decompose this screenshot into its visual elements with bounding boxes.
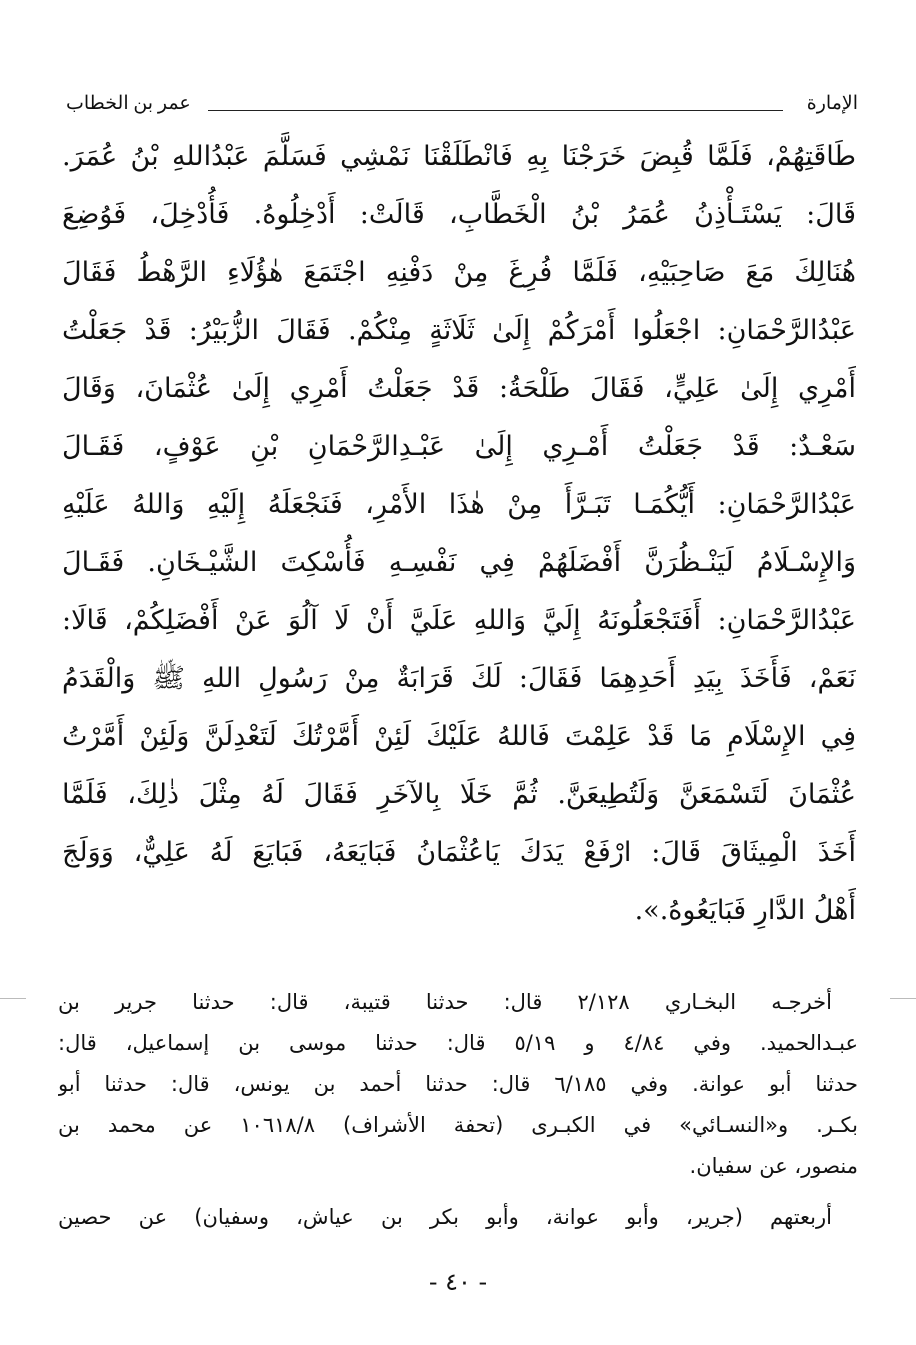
text-line: عَبْدُالرَّحْمَانِ: أَفَتَجْعَلُونَهُ إِلَيَّ وَاللهِ عَلَيَّ أَنْ لَا آلُوَ عَنْ أَفْضَلِكُمْ، قَالَا: [62, 605, 856, 636]
chapter-title: الإمارة [806, 93, 858, 114]
footnote-line: عبـدالحميد. وفي ٤/٨٤ و ٥/١٩ قال: حدثنا موسى بن إسماعيل، قال: [58, 1031, 858, 1055]
running-header [58, 92, 858, 122]
header-rule [208, 110, 783, 111]
text-line: قَالَ: يَسْتَـأْذِنُ عُمَرُ بْنُ الْخَطَّابِ، قَالَتْ: أَدْخِلُوهُ. فَأُدْخِلَ، فَوُضِعَ [62, 199, 856, 230]
text-line: عَبْدُالرَّحْمَانِ: اجْعَلُوا أَمْرَكُمْ إِلَىٰ ثَلَاثَةٍ مِنْكُمْ. فَقَالَ الزُّبَيْرُ: قَدْ جَعَلْتُ [62, 315, 856, 346]
text-line: وَالإِسْـلَامُ لَيَنْـظُرَنَّ أَفْضَلَهُمْ فِي نَفْسِـهِ فَأُسْكِتَ الشَّيْـخَانِ. فَقَـالَ [62, 547, 856, 578]
text-line: أَمْرِي إِلَىٰ عَلِيٍّ، فَقَالَ طَلْحَةُ: قَدْ جَعَلْتُ أَمْرِي إِلَىٰ عُثْمَانَ، وَقَالَ [62, 373, 856, 404]
footnote-line: بكـر. و«النسـائي» في الكبـرى (تحفة الأشراف) ١٠٦١٨/٨ عن محمد بن [58, 1113, 858, 1137]
text-line: سَعْـدٌ: قَدْ جَعَلْتُ أَمْـرِي إِلَىٰ عَبْـدِالرَّحْمَانِ بْنِ عَوْفٍ، فَقَـالَ [62, 431, 856, 462]
footnote-line: أخرجـه البخـاري ٢/١٢٨ قال: حدثنا قتيبة، قال: حدثنا جرير بن [58, 990, 832, 1014]
footnote-line: منصور، عن سفيان. [689, 1154, 858, 1178]
text-line: نَعَمْ، فَأَخَذَ بِيَدِ أَحَدِهِمَا فَقَالَ: لَكَ قَرَابَةٌ مِنْ رَسُولِ اللهِ ﷺ وَالْقَدَمُ [62, 663, 856, 694]
text-line: عَبْدُالرَّحْمَانِ: أَيُّكُمَـا تَبَـرَّأَ مِنْ هٰذَا الأَمْرِ، فَنَجْعَلَهُ إِلَيْهِ وَاللهُ عَلَيْهِ [62, 489, 856, 520]
margin-mark [0, 998, 26, 999]
text-line: فِي الإِسْلَامِ مَا قَدْ عَلِمْتَ فَاللهُ عَلَيْكَ لَئِنْ أَمَّرْتُكَ لَتَعْدِلَنَّ وَلَئِنْ أَمَّرْتُ [62, 721, 856, 752]
page-number: - ٤٠ - [428, 1268, 488, 1296]
main-text [62, 128, 856, 940]
margin-mark [890, 998, 916, 999]
footnote-line: حدثنا أبو عوانة. وفي ٦/١٨٥ قال: حدثنا أحمد بن يونس، قال: حدثنا أبو [58, 1072, 858, 1096]
text-line: عُثْمَانَ لَتَسْمَعَنَّ وَلَتُطِيعَنَّ. ثُمَّ خَلَا بِالآخَرِ فَقَالَ لَهُ مِثْلَ ذٰلِكَ، فَلَمَّا [62, 779, 856, 810]
text-line: هُنَالِكَ مَعَ صَاحِبَيْهِ، فَلَمَّا فُرِغَ مِنْ دَفْنِهِ اجْتَمَعَ هٰؤُلَاءِ الرَّهْطُ فَقَالَ [62, 257, 856, 288]
text-line: أَهْلُ الدَّارِ فَبَايَعُوهُ.». [634, 895, 856, 926]
text-line: أَخَذَ الْمِيثَاقَ قَالَ: ارْفَعْ يَدَكَ يَاعُثْمَانُ فَبَايَعَهُ، فَبَايَعَ لَهُ عَلِيٌّ، وَوَلَجَ [62, 837, 856, 868]
footnotes [58, 982, 858, 1238]
footnote-line: أربعتهم (جرير، وأبو عوانة، وأبو بكر بن عياش، وسفيان) عن حصين [58, 1205, 832, 1229]
text-line: طَاقَتِهُمْ، فَلَمَّا قُبِضَ خَرَجْنَا بِهِ فَانْطَلَقْنَا نَمْشِي فَسَلَّمَ عَبْدُاللهِ بْنُ عُمَرَ. [62, 141, 856, 172]
section-title: عمر بن الخطاب [66, 93, 191, 114]
